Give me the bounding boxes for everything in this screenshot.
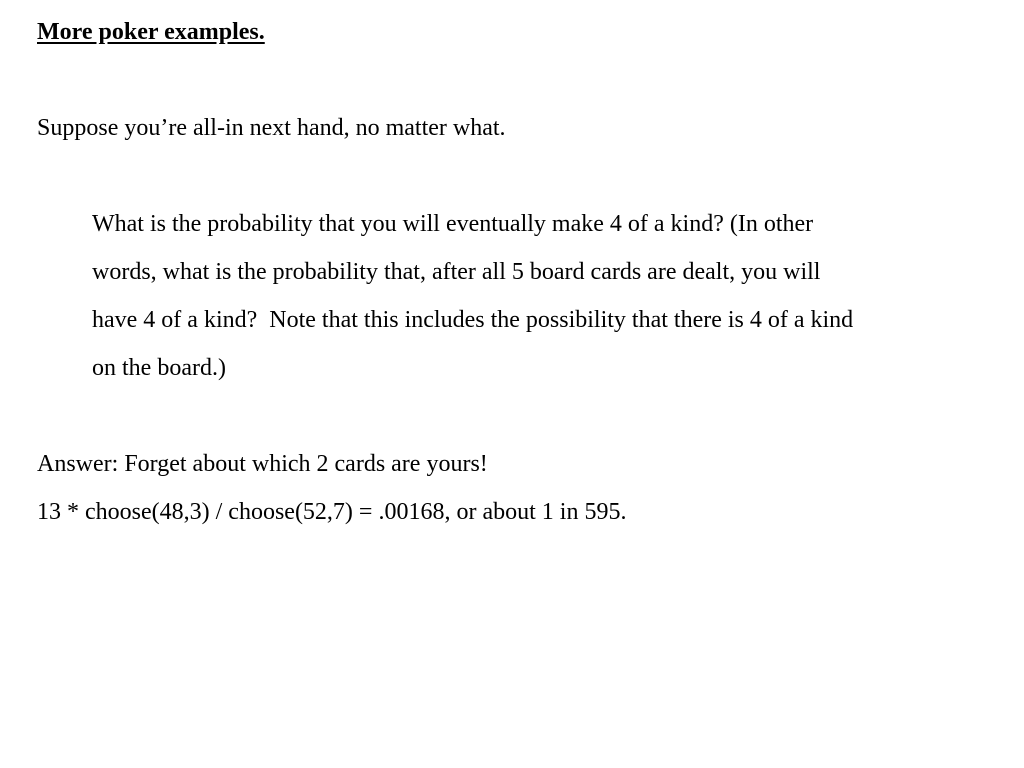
question-line-text: have 4 of a kind? Note that this includes the possibility that there is 4 of a kind xyxy=(92,307,854,333)
question-line xyxy=(92,306,853,334)
question-line: words, what is the probability that, after all 5 board cards are dealt, you will xyxy=(92,259,821,285)
answer-formula: 13 * choose(48,3) / choose(52,7) = .00168, or about 1 in 595. xyxy=(37,499,627,525)
intro-text: Suppose you’re all-in next hand, no matter what. xyxy=(37,115,506,141)
answer-line: Answer: Forget about which 2 cards are yours! xyxy=(37,451,488,477)
question-line: What is the probability that you will eventually make 4 of a kind? (In other xyxy=(92,211,814,237)
question-line: on the board.) xyxy=(92,355,226,381)
slide-title: More poker examples. xyxy=(37,19,265,45)
